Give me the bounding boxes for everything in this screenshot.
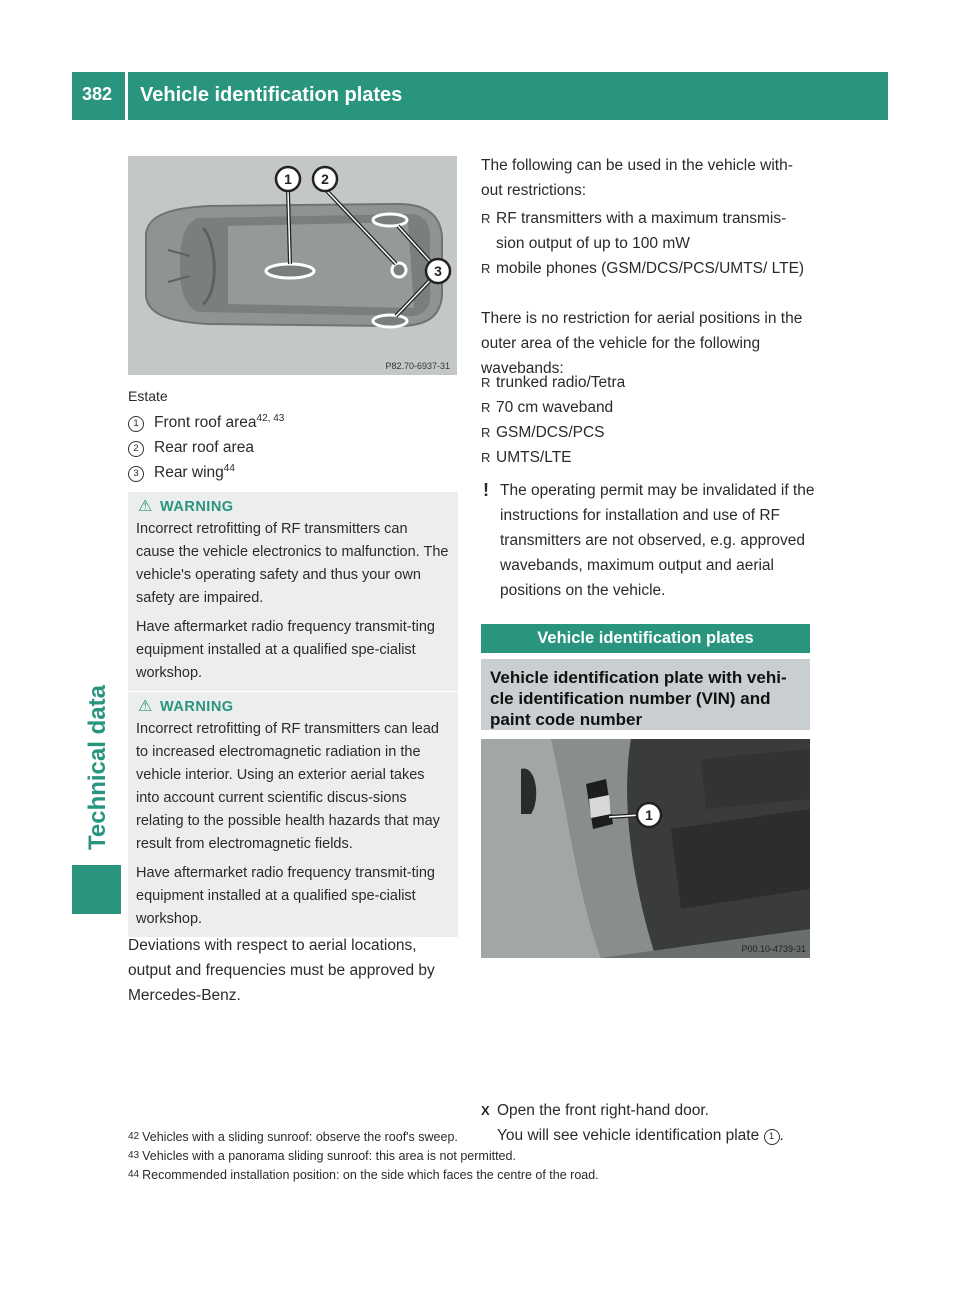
svg-text:1: 1 [645,807,653,823]
warning-triangle-icon: ⚠ [138,698,153,715]
legend-item-2: 2 Rear roof area [128,435,254,460]
page-number: 382 [81,84,113,104]
list-item: R GSM/DCS/PCS [481,420,813,445]
svg-text:2: 2 [321,171,329,187]
warning-text: Incorrect retrofitting of RF transmitters can lead to increased electromagnetic radiation in the vehicle interior. Using an exterior aerial takes into account current scientific discus-sions relating to the possible health hazards that may result from electromagnetic fields. [136,721,440,852]
door-pillar-illustration [481,739,810,958]
list-item: R UMTS/LTE [481,445,813,470]
warning-text: Have aftermarket radio frequency transmit-ting equipment installed at a qualified spe-cialist workshop. [136,865,435,927]
callout-3 [426,259,450,283]
warning-heading: ⚠ WARNING [128,696,458,718]
footnote: 44 Recommended installation position: on the side which faces the centre of the road. [128,1168,599,1182]
warning-text: Have aftermarket radio frequency transmit-ting equipment installed at a qualified spe-cialist workshop. [136,619,435,681]
figure-door-pillar [481,739,810,958]
svg-text:1: 1 [284,171,292,187]
warning-box-2 [128,692,458,937]
side-marker [72,865,121,914]
header-divider [125,72,128,120]
figure-code: P00.10-4739-31 [741,944,806,954]
section-heading: Vehicle identification plates [481,624,810,653]
callout-1 [276,167,300,191]
instruction-step: X Open the front right-hand door. You will see vehicle identification plate 1 . [481,1098,829,1148]
bullet-list-1 [481,206,813,281]
number-badge: 3 [128,466,144,482]
legend-item-3: 3 Rear wing$^{44}$ [128,460,235,485]
number-badge: 1 [764,1129,780,1145]
section-side-label: Technical data [84,685,111,850]
list-item: R 70 cm waveband [481,395,813,420]
subsection-heading: Vehicle identification plate with vehi-cle identification number (VIN) and paint code number [481,659,810,730]
number-badge: 2 [128,441,144,457]
warning-heading: ⚠ WARNING [128,496,458,518]
figure-caption-title: Estate [128,388,168,404]
warning-box-1 [128,492,458,691]
wavebands-paragraph: There is no restriction for aerial positions in the outer area of the vehicle for the following wavebands: [481,310,803,377]
page-title: Vehicle identification plates [140,84,403,106]
legend-item-1: 1 Front roof area$^{42, 43}$ [128,410,284,435]
warning-text: Incorrect retrofitting of RF transmitters can cause the vehicle electronics to malfunction. The vehicle's operating safety and thus your own safety are impaired. [136,521,449,606]
callout-2 [313,167,337,191]
list-item: R mobile phones (GSM/DCS/PCS/UMTS/ LTE) [481,256,813,281]
step-result: You will see vehicle identification plate 1 . [497,1127,784,1144]
footnote: 42 Vehicles with a sliding sunroof: observe the roof's sweep. [128,1130,458,1144]
callout-1 [637,803,661,827]
list-item: R trunked radio/Tetra [481,370,813,395]
figure-code: P82.70-6937-31 [385,361,450,371]
deviations-paragraph: Deviations with respect to aerial locations, output and frequencies must be approved by Mercedes-Benz. [128,937,435,1004]
bullet-list-2 [481,370,813,470]
car-roof-illustration [128,156,457,375]
footnote: 43 Vehicles with a panorama sliding sunroof: this area is not permitted. [128,1149,516,1163]
figure-car-roof [128,156,457,375]
number-badge: 1 [128,416,144,432]
svg-text:3: 3 [434,263,442,279]
note-paragraph: ! The operating permit may be invalidated if the instructions for installation and use of RF transmitters are not observed, e.g. approved wavebands, maximum output and aerial positions on the vehicle. [481,478,832,603]
warning-triangle-icon: ⚠ [138,498,153,515]
intro-paragraph: The following can be used in the vehicle with-out restrictions: [481,157,793,199]
list-item: R RF transmitters with a maximum transmis-sion output of up to 100 mW [481,206,813,256]
